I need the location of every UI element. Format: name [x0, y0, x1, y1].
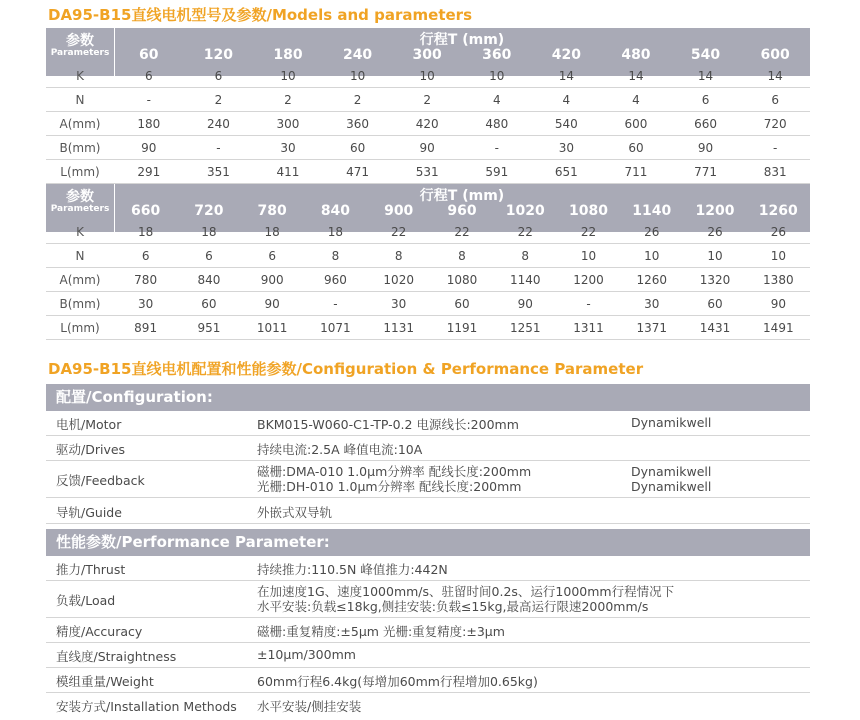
row-value: 磁栅:重复精度:±5μm 光栅:重复精度:±3μm [257, 624, 505, 639]
brand-label: Dynamikwell [631, 479, 712, 494]
trip-column-header: 360 [482, 47, 512, 63]
table1-body [46, 64, 810, 184]
table-cell: 540 [532, 112, 602, 136]
table-cell: 840 [177, 268, 240, 292]
table-cell: 1131 [367, 316, 430, 340]
table-cell: 1191 [430, 316, 493, 340]
trip-column-header: 1020 [505, 203, 545, 219]
row-value-line2: 光栅:DH-010 1.0μm分辨率 配线长度:200mm [257, 479, 522, 494]
table-cell: - [462, 136, 532, 160]
table-row [46, 112, 810, 136]
brand-label: Dynamikwell [631, 415, 712, 430]
table-cell: 1251 [494, 316, 557, 340]
trip-column-header: 840 [320, 203, 351, 219]
table-cell: 26 [620, 220, 683, 244]
section-title-models: DA95-B15直线电机型号及参数/Models and parameters [48, 6, 472, 24]
table-cell: 1011 [241, 316, 304, 340]
trip-column-header: 240 [342, 47, 373, 63]
table-cell: 411 [253, 160, 323, 184]
table2-body [46, 220, 810, 340]
table-cell: 771 [671, 160, 741, 184]
row-label: A(mm) [46, 268, 114, 292]
row-value-line1: 在加速度1G、速度1000mm/s、驻留时间0.2s、运行1000mm行程情况下 [257, 584, 675, 599]
row-value: 持续推力:110.5N 峰值推力:442N [257, 562, 448, 577]
table-cell: 6 [671, 88, 741, 112]
table-cell: 1260 [620, 268, 683, 292]
section-title-config: DA95-B15直线电机配置和性能参数/Configuration & Performance Parameter [48, 360, 644, 378]
table-cell: 10 [392, 64, 462, 88]
table-cell: 4 [462, 88, 532, 112]
table-row [46, 268, 810, 292]
trip-label: 行程T (mm) [419, 188, 505, 204]
table-cell: 18 [304, 220, 367, 244]
table-cell: 14 [532, 64, 602, 88]
row-label: A(mm) [46, 112, 114, 136]
table-cell: 1080 [430, 268, 493, 292]
performance-block [46, 529, 810, 717]
table-cell: - [740, 136, 810, 160]
table-cell: 30 [367, 292, 430, 316]
trip-column-header: 660 [131, 203, 161, 219]
table-cell: 60 [683, 292, 746, 316]
table-cell: 26 [683, 220, 746, 244]
table-cell: 2 [184, 88, 254, 112]
row-label: N [46, 244, 114, 268]
row-label: 精度/Accuracy [56, 624, 143, 639]
row-value: 持续电流:2.5A 峰值电流:10A [257, 442, 423, 457]
row-value: ±10μm/300mm [257, 647, 356, 662]
row-value: BKM015-W060-C1-TP-0.2 电源线长:200mm [257, 417, 519, 432]
table-cell: 471 [323, 160, 393, 184]
table-cell: 14 [601, 64, 671, 88]
row-label: B(mm) [46, 136, 114, 160]
row-label: 驱动/Drives [56, 442, 126, 457]
trip-column-header: 900 [384, 203, 414, 219]
table-cell: 591 [462, 160, 532, 184]
trip-column-header: 180 [273, 47, 303, 63]
table-cell: 1311 [557, 316, 620, 340]
row-value-line2: 水平安装:负载≤18kg,侧挂安装:负载≤15kg,最高运行限速2000mm/s [257, 599, 649, 614]
table-cell: 891 [114, 316, 177, 340]
table-cell: 90 [494, 292, 557, 316]
table-cell: 10 [253, 64, 323, 88]
table-cell: 1140 [494, 268, 557, 292]
row-label: K [46, 220, 114, 244]
table-cell: 951 [177, 316, 240, 340]
table-cell: 711 [601, 160, 671, 184]
table-cell: 90 [747, 292, 810, 316]
table-cell: 1431 [683, 316, 746, 340]
table-cell: 480 [462, 112, 532, 136]
trip-column-header: 600 [760, 47, 790, 63]
table-cell: 8 [494, 244, 557, 268]
param-label-en: Parameters [50, 48, 110, 58]
table-cell: 22 [367, 220, 430, 244]
table-row [46, 316, 810, 340]
table-cell: 1020 [367, 268, 430, 292]
trip-column-header: 720 [194, 203, 224, 219]
table-cell: 780 [114, 268, 177, 292]
row-label: 负载/Load [56, 593, 116, 608]
brand-label: Dynamikwell [631, 464, 712, 479]
table-cell: 420 [392, 112, 462, 136]
trip-columns [114, 203, 810, 219]
table-cell: 90 [392, 136, 462, 160]
table-cell: 8 [430, 244, 493, 268]
table-cell: 6 [184, 64, 254, 88]
table-row [46, 292, 810, 316]
config-row-motor [46, 411, 810, 436]
table-cell: - [114, 88, 184, 112]
table-cell: 60 [430, 292, 493, 316]
table-row [46, 220, 810, 244]
table-cell: 10 [747, 244, 810, 268]
table-cell: 22 [430, 220, 493, 244]
table-row [46, 64, 810, 88]
config-row-feedback [46, 461, 810, 498]
table-cell: 6 [114, 244, 177, 268]
table-cell: 22 [557, 220, 620, 244]
table-cell: 26 [747, 220, 810, 244]
table-cell: 10 [462, 64, 532, 88]
trip-column-header: 1140 [632, 203, 672, 219]
table-cell: 1371 [620, 316, 683, 340]
table-cell: 240 [184, 112, 254, 136]
table-cell: 2 [253, 88, 323, 112]
perf-row-installation [46, 693, 810, 717]
trip-column-header: 960 [447, 203, 477, 219]
table-cell: 900 [241, 268, 304, 292]
table-cell: 1320 [683, 268, 746, 292]
config-row-guide [46, 498, 810, 524]
table-cell: 10 [557, 244, 620, 268]
table-cell: 6 [177, 244, 240, 268]
table-cell: 2 [323, 88, 393, 112]
config-row-drives [46, 436, 810, 461]
trip-column-header: 1080 [569, 203, 608, 219]
trip-columns [114, 47, 810, 63]
param-label-en: Parameters [50, 204, 110, 214]
table-cell: 6 [241, 244, 304, 268]
table-cell: 531 [392, 160, 462, 184]
table-cell: 18 [114, 220, 177, 244]
table-cell: 1491 [747, 316, 810, 340]
table-cell: 351 [184, 160, 254, 184]
table-cell: 660 [671, 112, 741, 136]
table-cell: 90 [114, 136, 184, 160]
table-cell: 360 [323, 112, 393, 136]
table-cell: - [557, 292, 620, 316]
table-cell: 22 [494, 220, 557, 244]
table-cell: 8 [304, 244, 367, 268]
table-cell: 8 [367, 244, 430, 268]
table-cell: 1200 [557, 268, 620, 292]
table-cell: 720 [740, 112, 810, 136]
table-cell: 180 [114, 112, 184, 136]
table-row [46, 136, 810, 160]
table-cell: 1380 [747, 268, 810, 292]
row-label: 电机/Motor [56, 417, 122, 432]
row-value: 60mm行程6.4kg(每增加60mm行程增加0.65kg) [257, 674, 538, 689]
trip-column-header: 120 [203, 47, 233, 63]
table-cell: 6 [740, 88, 810, 112]
table-cell: 30 [620, 292, 683, 316]
table-cell: 2 [392, 88, 462, 112]
table-cell: 4 [532, 88, 602, 112]
table-cell: 300 [253, 112, 323, 136]
row-value: 外嵌式双导轨 [257, 505, 333, 520]
table-cell: - [184, 136, 254, 160]
trip-column-header: 300 [412, 47, 442, 63]
perf-row-thrust [46, 556, 810, 581]
table-cell: 90 [671, 136, 741, 160]
row-label: K [46, 64, 114, 88]
table-cell: - [304, 292, 367, 316]
table-cell: 10 [620, 244, 683, 268]
config-block [46, 384, 810, 524]
table-cell: 60 [177, 292, 240, 316]
perf-row-straightness [46, 643, 810, 668]
row-label: 导轨/Guide [56, 505, 122, 520]
table-cell: 14 [740, 64, 810, 88]
row-label: L(mm) [46, 316, 114, 340]
row-label: 直线度/Straightness [56, 649, 177, 664]
trip-column-header: 480 [621, 47, 651, 63]
table-cell: 60 [601, 136, 671, 160]
table-cell: 18 [177, 220, 240, 244]
trip-label: 行程T (mm) [419, 32, 505, 48]
table-cell: 30 [114, 292, 177, 316]
row-label: 模组重量/Weight [56, 674, 154, 689]
row-value-line1: 磁栅:DMA-010 1.0μm分辨率 配线长度:200mm [257, 464, 532, 479]
param-label-cn: 参数 [66, 189, 94, 205]
trip-column-header: 1260 [758, 203, 798, 219]
param-label-cn: 参数 [66, 33, 94, 49]
table-cell: 4 [601, 88, 671, 112]
trip-column-header: 60 [139, 47, 159, 63]
table-cell: 831 [740, 160, 810, 184]
row-label: N [46, 88, 114, 112]
row-label: 安装方式/Installation Methods [56, 699, 237, 714]
performance-header: 性能参数/Performance Parameter: [46, 529, 810, 556]
row-label: B(mm) [46, 292, 114, 316]
table-cell: 30 [253, 136, 323, 160]
table-cell: 18 [241, 220, 304, 244]
table-cell: 6 [114, 64, 184, 88]
table-cell: 600 [601, 112, 671, 136]
trip-column-header: 540 [690, 47, 721, 63]
config-header: 配置/Configuration: [46, 384, 810, 411]
perf-row-weight [46, 668, 810, 693]
table-cell: 14 [671, 64, 741, 88]
row-label: 反馈/Feedback [56, 473, 145, 488]
table-cell: 291 [114, 160, 184, 184]
perf-row-load [46, 581, 810, 618]
trip-column-header: 1200 [695, 203, 735, 219]
row-label: L(mm) [46, 160, 114, 184]
table-row [46, 244, 810, 268]
table-cell: 1071 [304, 316, 367, 340]
table-cell: 651 [532, 160, 602, 184]
table-cell: 60 [323, 136, 393, 160]
table-cell: 960 [304, 268, 367, 292]
trip-column-header: 420 [551, 47, 581, 63]
row-value: 水平安装/侧挂安装 [257, 699, 362, 714]
table-row [46, 88, 810, 112]
row-label: 推力/Thrust [56, 562, 126, 577]
trip-column-header: 780 [257, 203, 287, 219]
table-cell: 10 [323, 64, 393, 88]
perf-row-accuracy [46, 618, 810, 643]
table-cell: 90 [241, 292, 304, 316]
table-cell: 10 [683, 244, 746, 268]
table-row [46, 160, 810, 184]
table-cell: 30 [532, 136, 602, 160]
